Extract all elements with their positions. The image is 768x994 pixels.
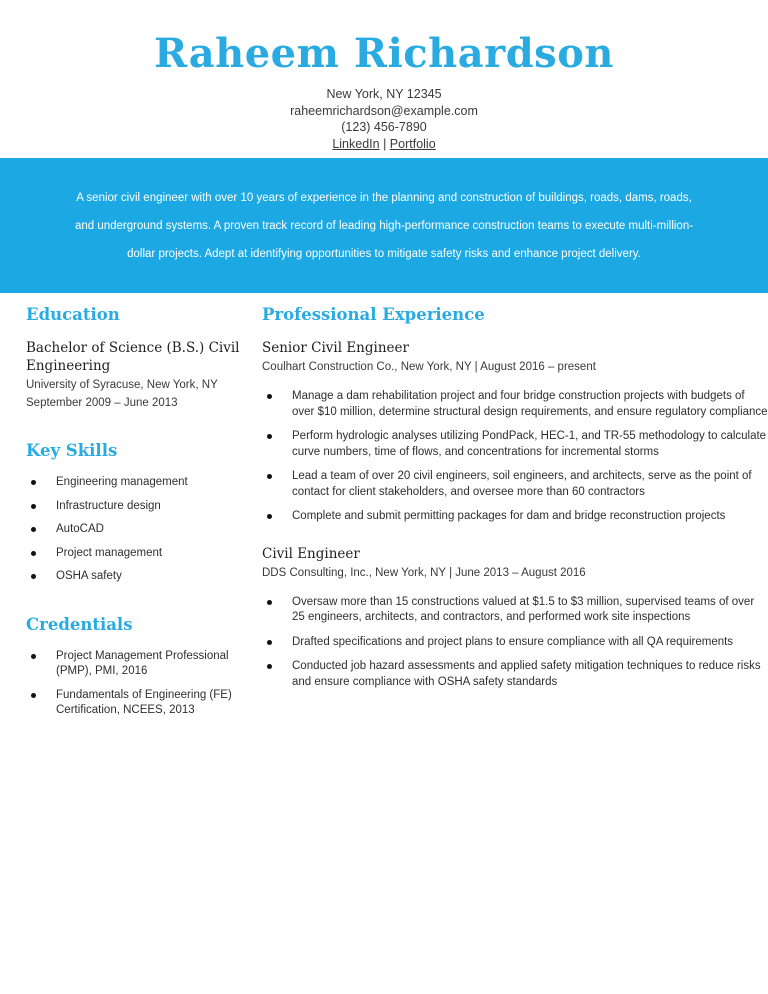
- list-item: Oversaw more than 15 constructions valued at $1.5 to $3 million, supervised teams of over 25 engineers, architects, and contractors, and performed work site inspections: [262, 595, 768, 626]
- list-item: Project Management Professional (PMP), PMI, 2016: [26, 649, 262, 680]
- list-item: Fundamentals of Engineering (FE) Certification, NCEES, 2013: [26, 688, 262, 719]
- section-professional-experience: [262, 305, 768, 690]
- experience-job: [262, 545, 768, 691]
- candidate-name: Raheem Richardson: [154, 30, 614, 77]
- list-item: Engineering management: [26, 475, 262, 491]
- section-credentials: [26, 615, 262, 719]
- list-item: Complete and submit permitting packages for dam and bridge reconstruction projects: [262, 509, 768, 525]
- job-title: Senior Civil Engineer: [262, 340, 409, 356]
- education-heading: Education: [26, 305, 120, 324]
- job-bullets: [262, 595, 768, 691]
- key-skills-heading: Key Skills: [26, 441, 118, 460]
- list-item: OSHA safety: [26, 569, 262, 585]
- link-separator: |: [379, 136, 390, 151]
- credentials-heading: Credentials: [26, 614, 133, 634]
- education-school: University of Syracuse, New York, NY: [26, 379, 218, 391]
- credentials-list: [26, 649, 262, 719]
- education-dates: September 2009 – June 2013: [26, 397, 178, 409]
- section-education: [26, 305, 262, 411]
- linkedin-link[interactable]: LinkedIn: [332, 136, 380, 151]
- resume-body: [0, 305, 768, 749]
- resume-header: [0, 0, 768, 152]
- contact-location: New York, NY 12345: [326, 87, 442, 101]
- job-meta: Coulhart Construction Co., New York, NY | August 2016 – present: [262, 361, 596, 373]
- experience-heading: Professional Experience: [262, 305, 485, 324]
- professional-summary-text: A senior civil engineer with over 10 years of experience in the planning and construction of buildings, roads, dams, roads, and underground systems. A proven track record of leading high-performance construction teams to execute multi-million-dollar projects. Adept at identifying opportunities to mitigate safety risks and enhance project delivery.: [74, 191, 694, 260]
- job-bullets: [262, 389, 768, 525]
- list-item: AutoCAD: [26, 522, 262, 538]
- list-item: Project management: [26, 546, 262, 562]
- contact-phone: (123) 456-7890: [341, 120, 427, 134]
- right-column: [262, 305, 768, 699]
- list-item: Infrastructure design: [26, 499, 262, 515]
- job-meta: DDS Consulting, Inc., New York, NY | June 2013 – August 2016: [262, 566, 586, 579]
- key-skills-list: [26, 475, 262, 585]
- list-item: Manage a dam rehabilitation project and four bridge construction projects with budgets of over $10 million, determine structural design requirements, and ensure regulatory compliance: [262, 389, 768, 420]
- contact-info: [0, 86, 768, 152]
- list-item: Perform hydrologic analyses utilizing PondPack, HEC-1, and TR-55 methodology to calculate curve numbers, time of flows, and concentrations for incremental storms: [262, 429, 768, 460]
- education-entry: [26, 339, 262, 411]
- portfolio-link[interactable]: Portfolio: [389, 136, 436, 151]
- job-title: Civil Engineer: [262, 545, 360, 562]
- list-item: Conducted job hazard assessments and applied safety mitigation techniques to reduce risks and ensure compliance with OSHA safety standards: [262, 659, 768, 690]
- summary-banner: [0, 158, 768, 293]
- left-column: [0, 305, 262, 749]
- list-item: Lead a team of over 20 civil engineers, soil engineers, and architects, serve as the point of contact for client stakeholders, and oversee more than 60 contractors: [262, 469, 768, 500]
- contact-links: [0, 136, 768, 153]
- contact-email: raheemrichardson@example.com: [290, 103, 478, 118]
- experience-job: [262, 339, 768, 525]
- section-key-skills: [26, 441, 262, 585]
- education-degree: Bachelor of Science (B.S.) Civil Engineering: [26, 340, 240, 374]
- list-item: Drafted specifications and project plans to ensure compliance with all QA requirements: [262, 635, 768, 651]
